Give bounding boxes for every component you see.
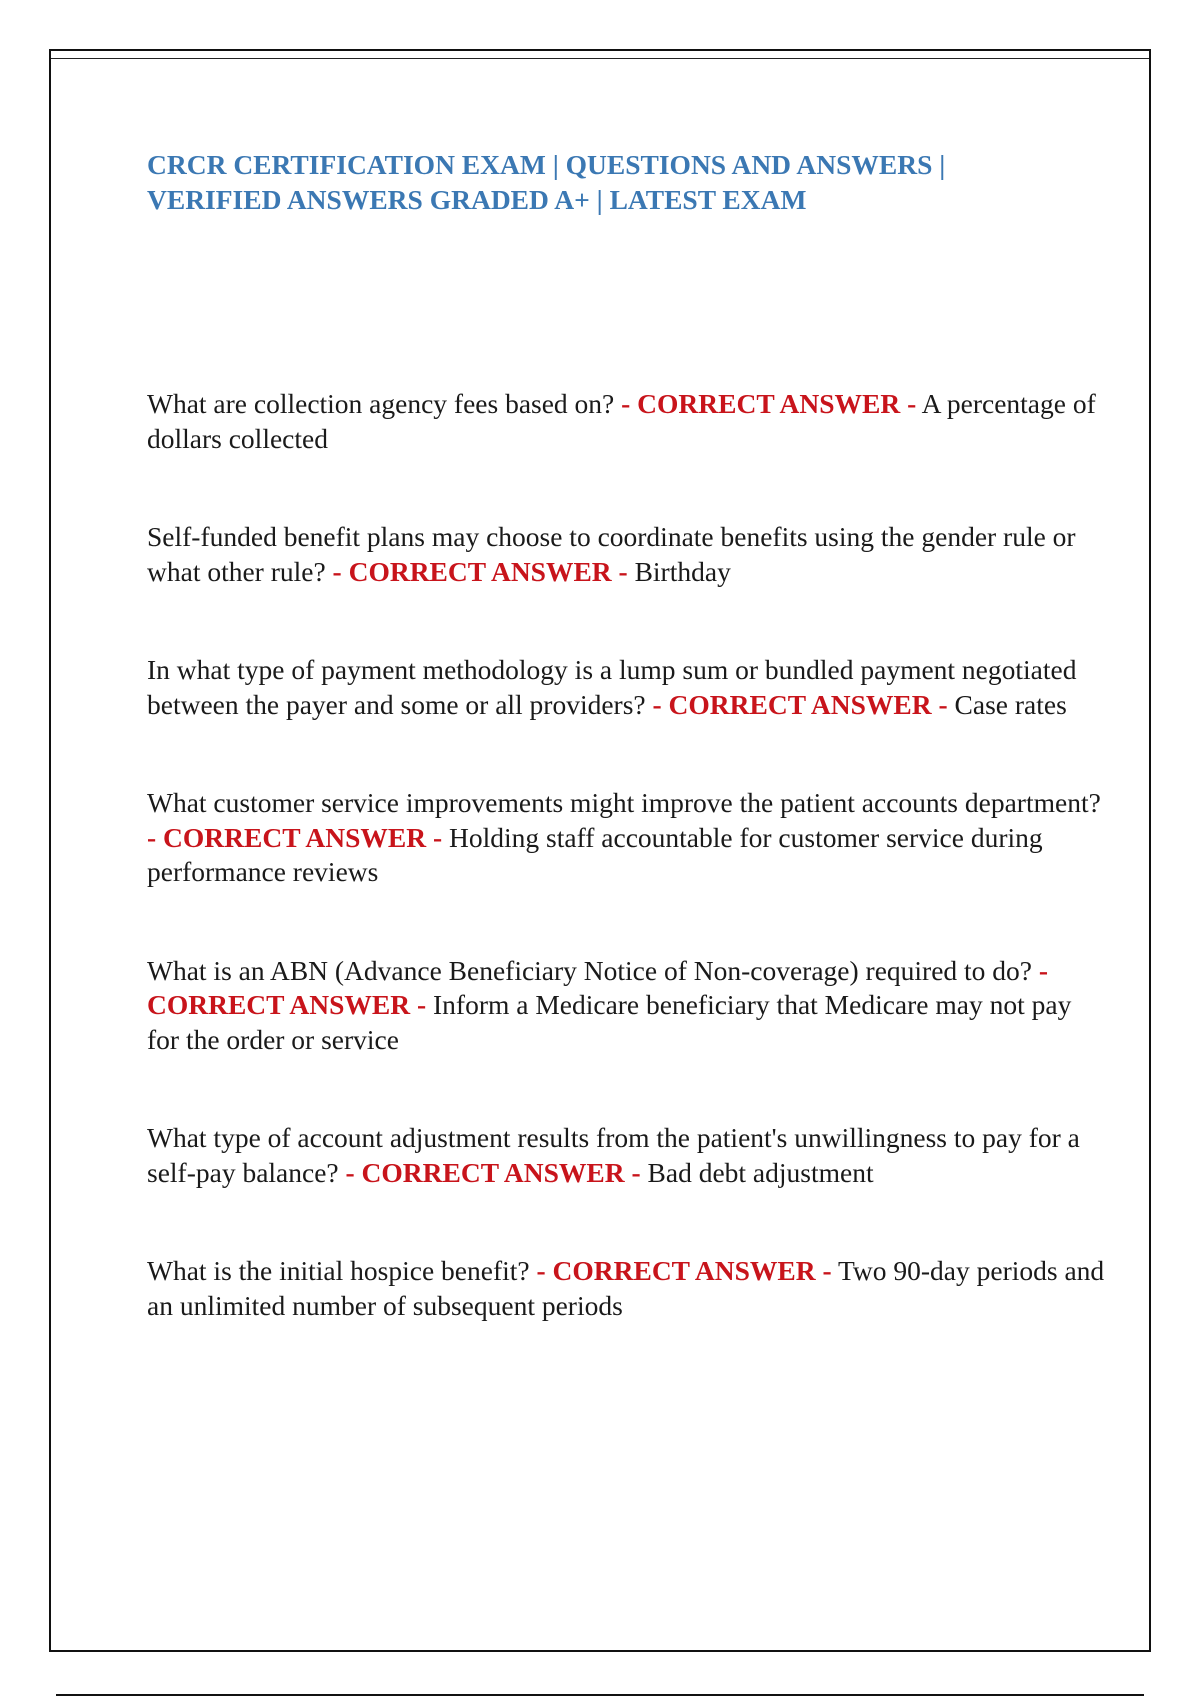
answer-text: Bad debt adjustment (647, 1156, 874, 1188)
page-content (147, 147, 1107, 1387)
answer-text: Inform a Medicare beneficiary that Medicare may not pay for the order or service (147, 989, 1072, 1055)
document-title (147, 147, 1107, 217)
document-title-line-2: VERIFIED ANSWERS GRADED A+ | LATEST EXAM (147, 184, 807, 215)
question-text: What customer service improvements might improve the patient accounts department? (147, 787, 1101, 818)
correct-answer-marker: - CORRECT ANSWER - (536, 1255, 832, 1286)
qa-item (147, 520, 1107, 589)
answer-text: Holding staff accountable for customer service during performance reviews (147, 821, 1043, 887)
correct-answer-marker: - CORRECT ANSWER - (147, 954, 1049, 1020)
answer-text: A percentage of dollars collected (147, 388, 1096, 454)
qa-item (147, 653, 1107, 722)
qa-item (147, 1121, 1107, 1190)
question-text: What is the initial hospice benefit? (147, 1255, 530, 1286)
qa-item (147, 1254, 1107, 1323)
question-text: What type of account adjustment results from the patient's unwillingness to pay for a self-pay balance? (147, 1122, 1080, 1188)
question-text: What is an ABN (Advance Beneficiary Notice of Non-coverage) required to do? (147, 954, 1032, 986)
answer-text: Two 90-day periods and an unlimited number of subsequent periods (147, 1255, 1105, 1321)
qa-item (147, 954, 1107, 1058)
document-title-line-1: CRCR CERTIFICATION EXAM | QUESTIONS AND ANSWERS | (147, 149, 946, 180)
correct-answer-marker: - CORRECT ANSWER - (621, 388, 917, 419)
correct-answer-marker: - CORRECT ANSWER - (332, 555, 628, 587)
correct-answer-marker: - CORRECT ANSWER - (652, 688, 948, 720)
question-text: What are collection agency fees based on? (147, 388, 615, 419)
qa-list (147, 387, 1107, 1323)
frame-top-rule (51, 58, 1149, 59)
question-text: In what type of payment methodology is a lump sum or bundled payment negotiated between the payer and some or all providers? (147, 654, 1077, 720)
answer-text: Case rates (954, 688, 1067, 720)
correct-answer-marker: - CORRECT ANSWER - (147, 821, 443, 853)
qa-item (147, 786, 1107, 890)
page-frame (49, 49, 1151, 1652)
question-text: Self-funded benefit plans may choose to coordinate benefits using the gender rule or what other rule? (147, 521, 1076, 587)
answer-text: Birthday (634, 555, 731, 587)
correct-answer-marker: - CORRECT ANSWER - (345, 1156, 641, 1188)
qa-item (147, 387, 1107, 456)
page-bottom-rule (56, 1694, 1144, 1696)
